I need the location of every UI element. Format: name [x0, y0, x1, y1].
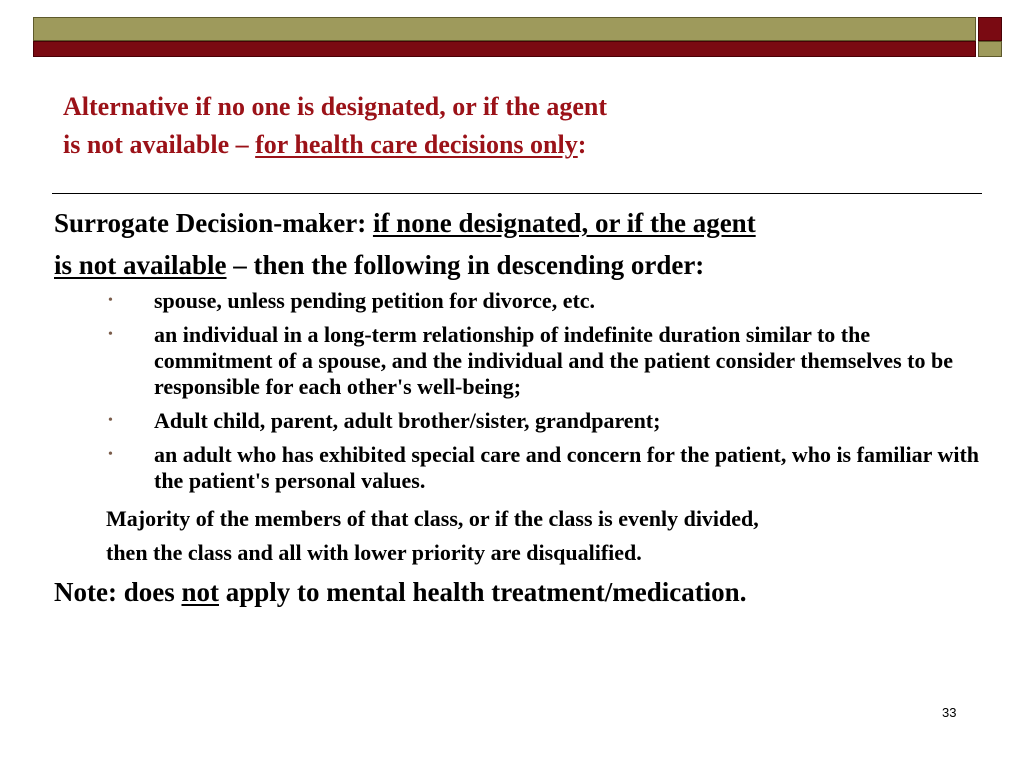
title-underlined-phrase: for health care decisions only	[255, 130, 578, 159]
note-underlined: not	[181, 577, 219, 607]
surrogate-order-list	[54, 288, 994, 494]
header-olive-square	[978, 41, 1002, 57]
slide-body	[54, 202, 994, 610]
list-item	[108, 322, 994, 400]
note-prefix: Note: does	[54, 577, 182, 607]
lead-suffix: – then the following in descending order:	[226, 250, 705, 280]
lead-paragraph	[54, 202, 994, 286]
list-item-text: an adult who has exhibited special care and concern for the patient, who is familiar with the patient's personal values.	[154, 442, 980, 493]
header-maroon-square	[978, 17, 1002, 41]
note-suffix: apply to mental health treatment/medication.	[219, 577, 747, 607]
title-line-1: Alternative if no one is designated, or if the agent	[63, 92, 608, 121]
title-line-2-prefix: is not available –	[63, 130, 256, 159]
list-item-text: Adult child, parent, adult brother/sister, grandparent;	[154, 408, 661, 433]
majority-line-1: Majority of the members of that class, or if the class is evenly divided,	[106, 506, 759, 531]
header-olive-bar	[33, 17, 976, 41]
note-paragraph	[54, 574, 994, 610]
list-item	[108, 442, 994, 494]
list-item-text: an individual in a long-term relationship of indefinite duration similar to the commitment of a spouse, and the individual and the patient consider themselves to be responsible for each other's well-being;	[154, 322, 953, 399]
header-maroon-bar	[33, 41, 976, 57]
bullet-dot-icon: •	[108, 447, 113, 462]
majority-paragraph	[106, 502, 994, 570]
lead-underlined-1: if none designated, or if the agent	[372, 208, 756, 238]
bullet-dot-icon: •	[108, 327, 113, 342]
bullet-dot-icon: •	[108, 293, 113, 308]
majority-line-2: then the class and all with lower priority are disqualified.	[106, 540, 642, 565]
title-divider	[52, 193, 982, 194]
list-item	[108, 408, 994, 434]
lead-prefix: Surrogate Decision-maker:	[54, 208, 373, 238]
slide-title	[63, 88, 963, 164]
list-item	[108, 288, 994, 314]
lead-underlined-2: is not available	[54, 250, 227, 280]
title-line-2	[63, 126, 963, 164]
bullet-dot-icon: •	[108, 413, 113, 428]
title-line-2-suffix: :	[577, 130, 587, 159]
page-number: 33	[942, 705, 957, 720]
list-item-text: spouse, unless pending petition for divorce, etc.	[154, 288, 596, 313]
